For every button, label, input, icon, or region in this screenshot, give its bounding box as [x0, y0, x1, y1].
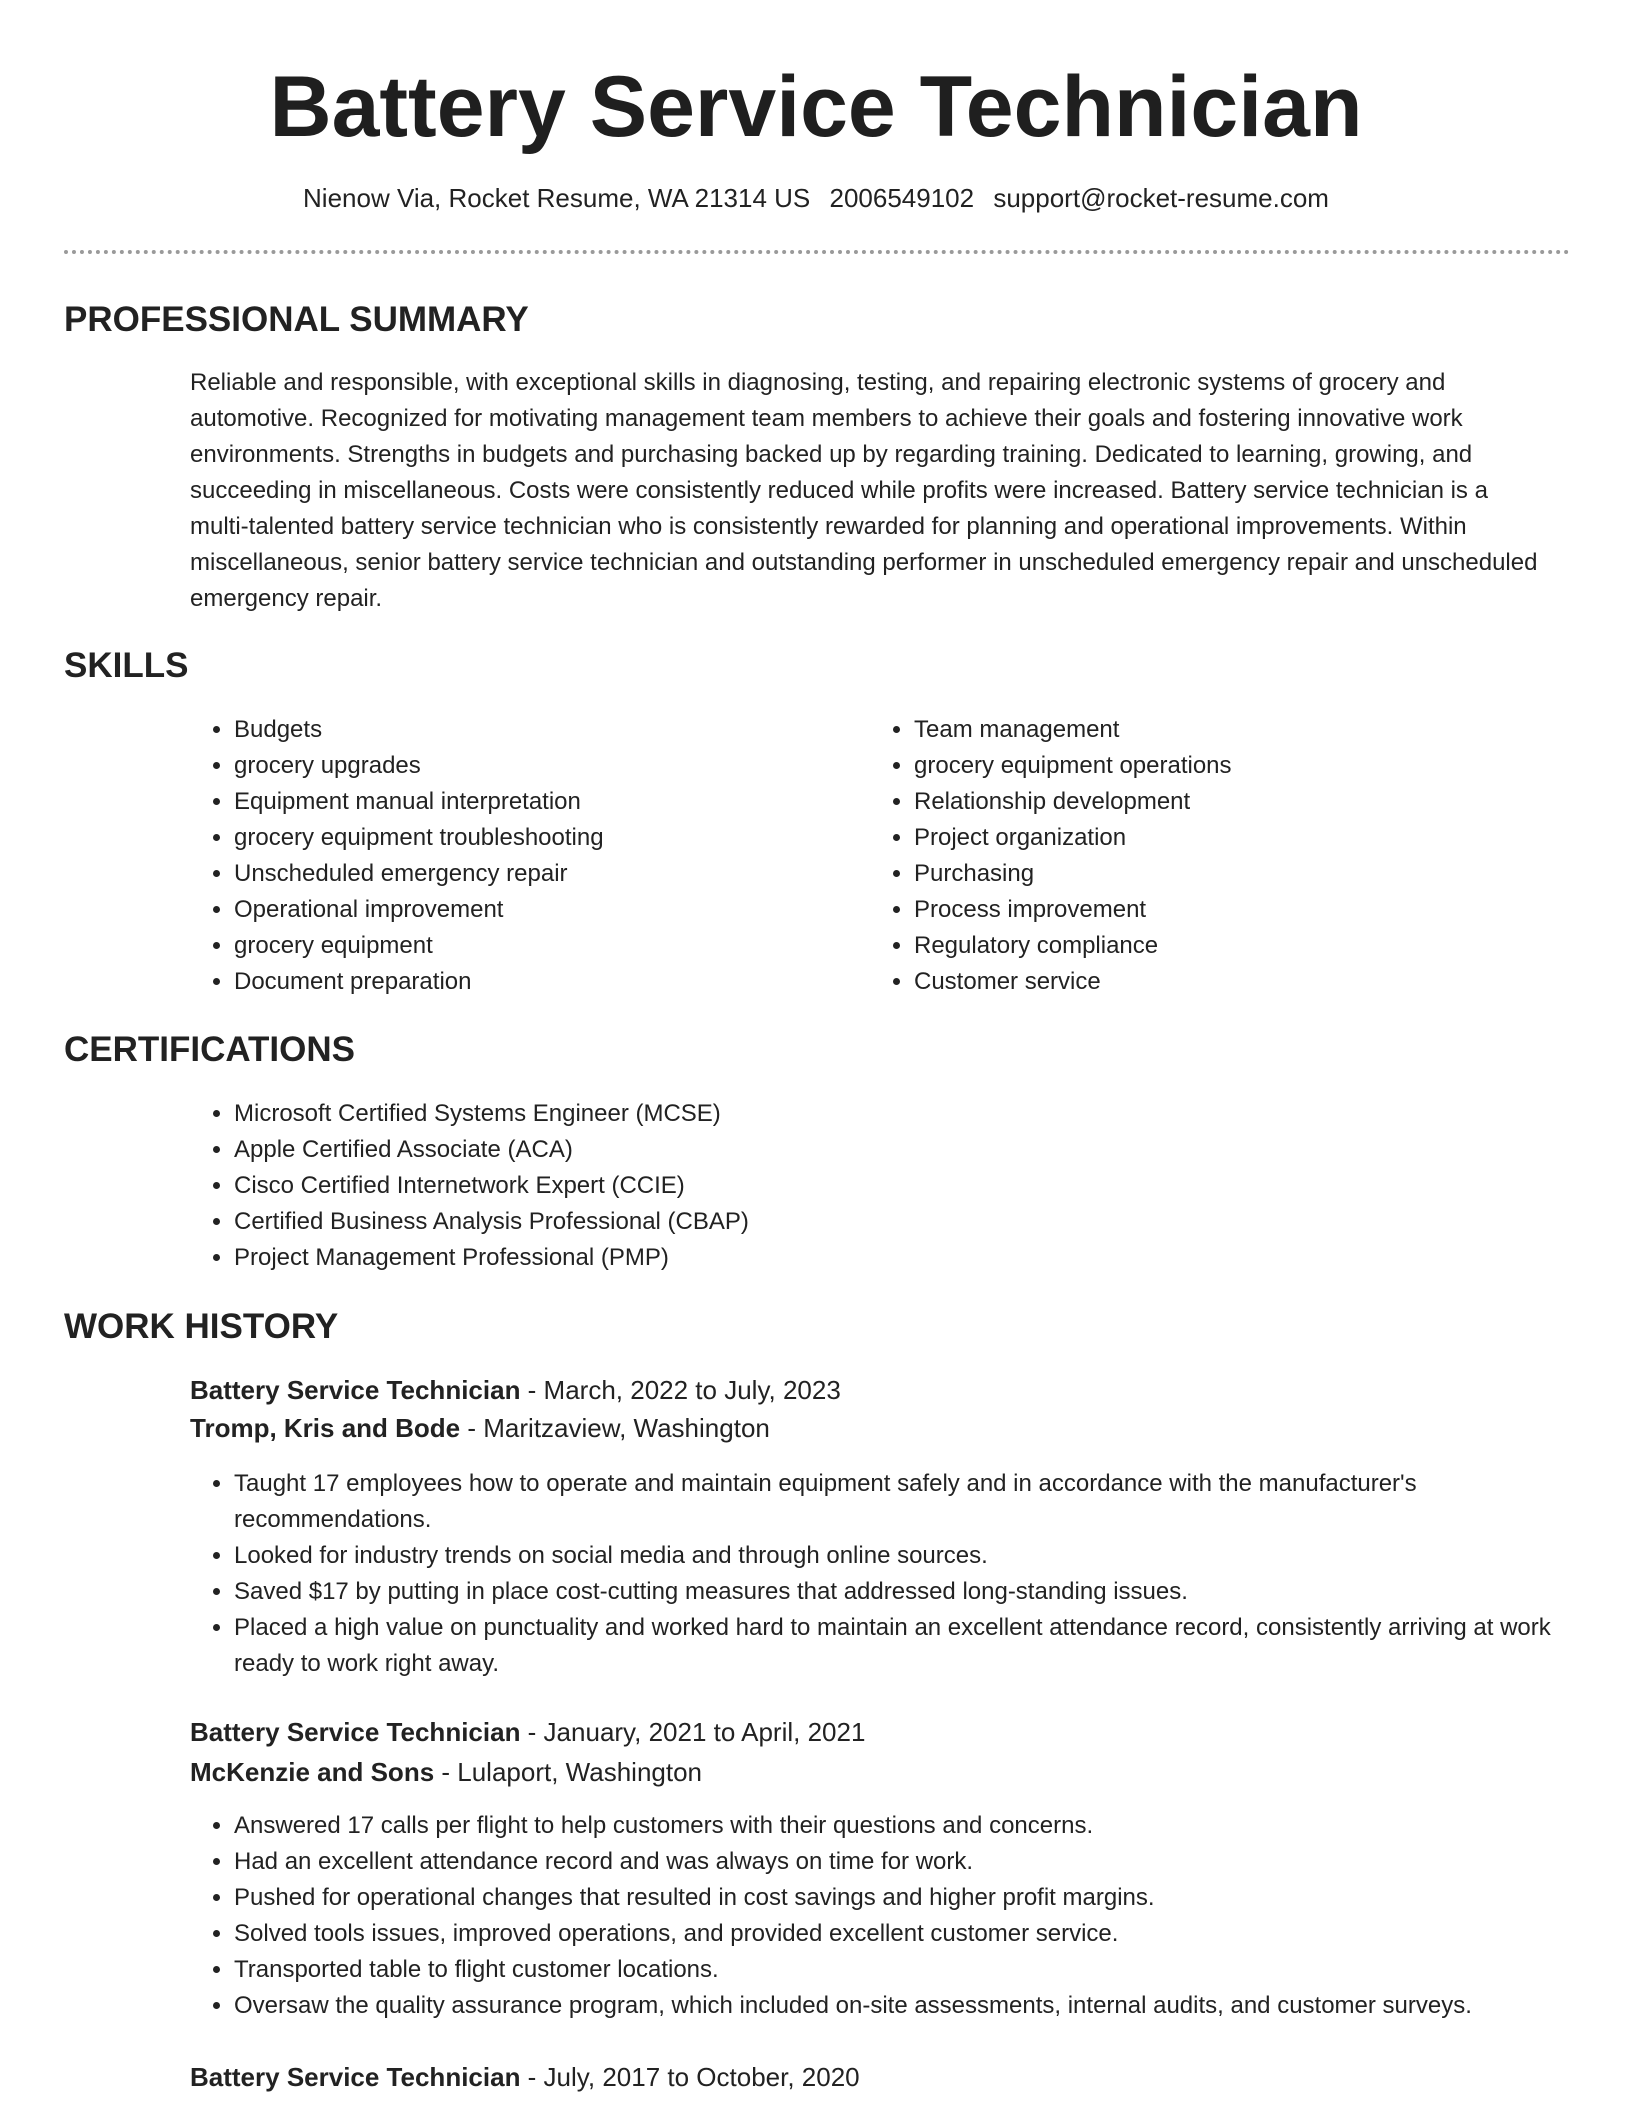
- section-title-skills: SKILLS: [64, 646, 189, 685]
- contact-email: support@rocket-resume.com: [993, 183, 1329, 213]
- skill-item: • Relationship development: [914, 784, 1594, 820]
- job-bullet: • Placed a high value on punctuality and worked hard to maintain an excellent attendance record, consistently arriving at work ready to work right away.: [234, 1610, 1594, 1682]
- job-bullet: • Looked for industry trends on social media and through online sources.: [234, 1538, 1594, 1574]
- job-bullet: • Taught 17 employees how to operate and maintain equipment safely and in accordance with the manufacturer's recommendations.: [234, 1466, 1594, 1538]
- job-title: Battery Service Technician: [190, 2062, 521, 2092]
- skill-item: • Document preparation: [234, 964, 854, 1000]
- skills-list-left: [190, 712, 854, 1000]
- skills-list-right: [870, 712, 1594, 1000]
- certification-item: • Apple Certified Associate (ACA): [234, 1132, 1594, 1168]
- section-title-summary: PROFESSIONAL SUMMARY: [64, 300, 529, 339]
- section-title-certifications: CERTIFICATIONS: [64, 1030, 356, 1069]
- skill-item: • grocery upgrades: [234, 748, 854, 784]
- job-dates: - July, 2017 to October, 2020: [520, 2062, 860, 2092]
- contact-address: Nienow Via, Rocket Resume, WA 21314 US: [303, 183, 811, 213]
- certification-item: • Certified Business Analysis Professional (CBAP): [234, 1204, 1594, 1240]
- skill-item: • Team management: [914, 712, 1594, 748]
- certification-item: • Microsoft Certified Systems Engineer (MCSE): [234, 1096, 1594, 1132]
- job-employer: [190, 1409, 770, 1447]
- job-location: - Lulaport, Washington: [434, 1757, 703, 1787]
- certifications-list: [190, 1096, 1594, 1276]
- job-company: Tromp, Kris and Bode: [190, 1413, 461, 1443]
- job-dates: - January, 2021 to April, 2021: [520, 1717, 866, 1747]
- skill-item: • Project organization: [914, 820, 1594, 856]
- skill-item: • Purchasing: [914, 856, 1594, 892]
- job-heading: [190, 1713, 865, 1751]
- contact-line: [0, 180, 1632, 216]
- skill-item: • Unscheduled emergency repair: [234, 856, 854, 892]
- skill-item: • Equipment manual interpretation: [234, 784, 854, 820]
- job-heading: [190, 2058, 860, 2096]
- job-bullet: • Solved tools issues, improved operations, and provided excellent customer service.: [234, 1916, 1594, 1952]
- skill-item: • Regulatory compliance: [914, 928, 1594, 964]
- job-bullet: • Answered 17 calls per flight to help customers with their questions and concerns.: [234, 1808, 1594, 1844]
- job-bullet: • Had an excellent attendance record and was always on time for work.: [234, 1844, 1594, 1880]
- resume-name: Battery Service Technician: [269, 59, 1363, 155]
- certification-item: • Cisco Certified Internetwork Expert (CCIE): [234, 1168, 1594, 1204]
- certification-item: • Project Management Professional (PMP): [234, 1240, 1594, 1276]
- job-bullets: [190, 1466, 1594, 1682]
- job-location: - Maritzaview, Washington: [460, 1413, 770, 1443]
- skill-item: • grocery equipment operations: [914, 748, 1594, 784]
- job-bullet: • Saved $17 by putting in place cost-cutting measures that addressed long-standing issues.: [234, 1574, 1594, 1610]
- job-bullet: • Pushed for operational changes that resulted in cost savings and higher profit margins.: [234, 1880, 1594, 1916]
- job-employer: [190, 1753, 702, 1791]
- job-dates: - March, 2022 to July, 2023: [520, 1375, 841, 1405]
- job-heading: [190, 1371, 841, 1409]
- skill-item: • Operational improvement: [234, 892, 854, 928]
- skill-item: • grocery equipment: [234, 928, 854, 964]
- header-divider: [64, 250, 1570, 254]
- skill-item: • Budgets: [234, 712, 854, 748]
- job-bullets: [190, 1808, 1594, 2024]
- job-company: McKenzie and Sons: [190, 1757, 435, 1787]
- contact-phone: 2006549102: [829, 183, 975, 213]
- job-bullet: • Transported table to flight customer locations.: [234, 1952, 1594, 1988]
- skill-item: • Process improvement: [914, 892, 1594, 928]
- job-title: Battery Service Technician: [190, 1717, 521, 1747]
- job-bullet: • Oversaw the quality assurance program, which included on-site assessments, internal audits, and customer surveys.: [234, 1988, 1594, 2024]
- section-title-work-history: WORK HISTORY: [64, 1307, 339, 1346]
- summary-text: Reliable and responsible, with exceptional skills in diagnosing, testing, and repairing electronic systems of grocery and automotive. Recognized for motivating management team members to achieve their goals and fostering innovative work environments. Strengths in budgets and purchasing backed up by regarding training. Dedicated to learning, growing, and succeeding in miscellaneous. Costs were consistently reduced while profits were increased. Battery service technician is a multi-talented battery service technician who is consistently rewarded for planning and operational improvements. Within miscellaneous, senior battery service technician and outstanding performer in unscheduled emergency repair and unscheduled emergency repair.: [190, 369, 1538, 612]
- skill-item: • Customer service: [914, 964, 1594, 1000]
- skill-item: • grocery equipment troubleshooting: [234, 820, 854, 856]
- job-title: Battery Service Technician: [190, 1375, 521, 1405]
